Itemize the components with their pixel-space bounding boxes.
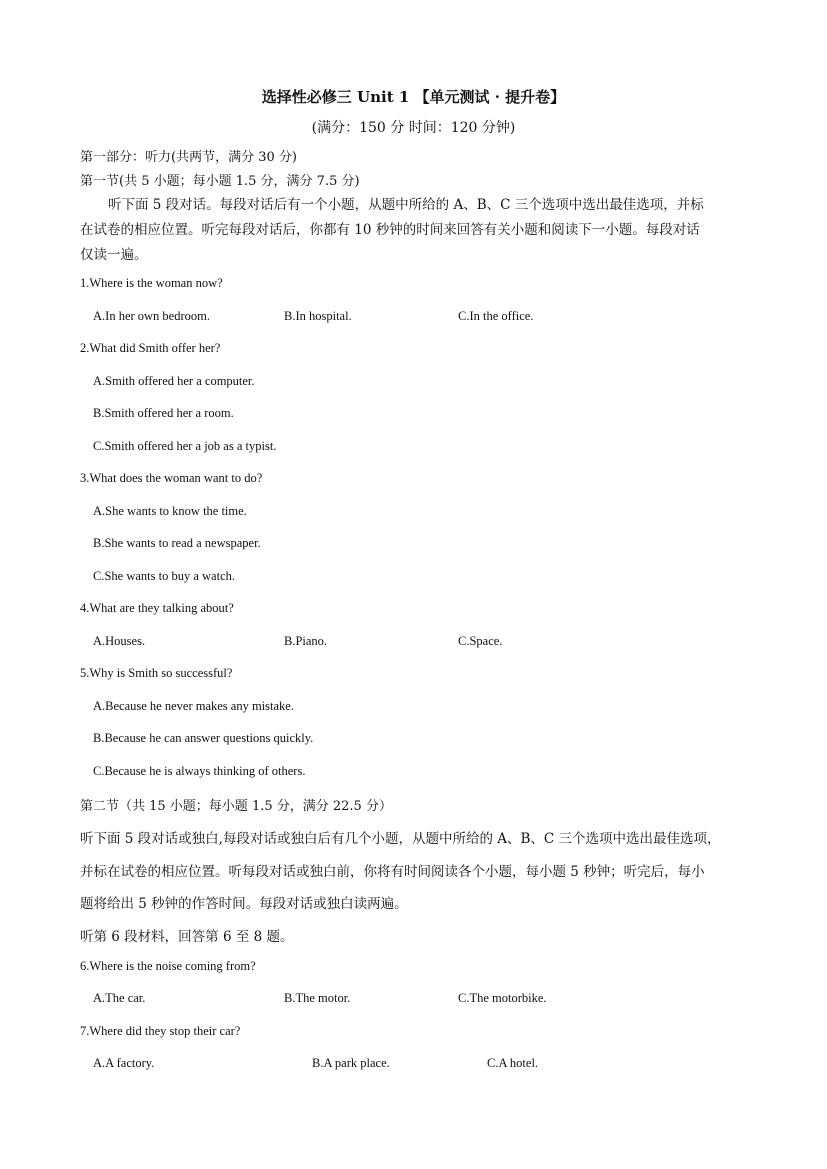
q1-option-c: C.In the office.	[458, 309, 534, 323]
section2-instruction-line: 听下面 5 段对话或独白,每段对话或独白后有几个小题，从题中所给的 A、B、C 三个选项中选出最佳选项，	[80, 831, 721, 847]
q4-option-b: B.Piano.	[284, 634, 328, 648]
q1-option-b: B.In hospital.	[284, 309, 352, 323]
q2-option-c: C.Smith offered her a job as a typist.	[93, 439, 277, 453]
question-1: 1.Where is the woman now?	[80, 276, 223, 290]
part1-heading: 第一部分：听力(共两节，满分 30 分)	[80, 150, 297, 165]
question-7: 7.Where did they stop their car?	[80, 1024, 241, 1038]
q6-option-b: B.The motor.	[284, 991, 351, 1005]
question-4: 4.What are they talking about?	[80, 601, 234, 615]
q5-option-b: B.Because he can answer questions quickly.	[93, 731, 314, 745]
q6-option-c: C.The motorbike.	[458, 991, 547, 1005]
q4-option-a: A.Houses.	[93, 634, 146, 648]
q7-option-a: A.A factory.	[93, 1056, 155, 1070]
section2-instruction-line: 并标在试卷的相应位置。听每段对话或独白前，你将有时间阅读各个小题，每小题 5 秒钟；听完后，每小	[80, 864, 705, 880]
question-5: 5.Why is Smith so successful?	[80, 666, 233, 680]
instruction-line: 仅读一遍。	[80, 247, 148, 263]
q3-option-b: B.She wants to read a newspaper.	[93, 536, 261, 550]
question-3: 3.What does the woman want to do?	[80, 471, 263, 485]
q3-option-a: A.She wants to know the time.	[93, 504, 247, 518]
q6-option-a: A.The car.	[93, 991, 146, 1005]
q1-option-a: A.In her own bedroom.	[93, 309, 210, 323]
score-time-info: (满分：150 分 时间：120 分钟)	[311, 120, 516, 136]
instruction-line: 在试卷的相应位置。听完每段对话后，你都有 10 秒钟的时间来回答有关小题和阅读下一小题。每段对话	[80, 222, 700, 238]
section2-instruction-line: 题将给出 5 秒钟的作答时间。每段对话或独白读两遍。	[80, 896, 408, 912]
instruction-line: 听下面 5 段对话。每段对话后有一个小题，从题中所给的 A、B、C 三个选项中选出最佳选项，并标	[108, 197, 704, 213]
question-2: 2.What did Smith offer her?	[80, 341, 221, 355]
q4-option-c: C.Space.	[458, 634, 503, 648]
question-6: 6.Where is the noise coming from?	[80, 959, 256, 973]
q5-option-a: A.Because he never makes any mistake.	[93, 699, 294, 713]
q3-option-c: C.She wants to buy a watch.	[93, 569, 235, 583]
q5-option-c: C.Because he is always thinking of others.	[93, 764, 306, 778]
section1-heading: 第一节(共 5 小题；每小题 1.5 分，满分 7.5 分)	[80, 174, 360, 189]
section2-heading: 第二节（共 15 小题；每小题 1.5 分，满分 22.5 分）	[80, 799, 392, 814]
q7-option-b: B.A park place.	[312, 1056, 390, 1070]
material-6-instruction: 听第 6 段材料，回答第 6 至 8 题。	[80, 929, 294, 945]
q7-option-c: C.A hotel.	[487, 1056, 539, 1070]
q2-option-b: B.Smith offered her a room.	[93, 406, 234, 420]
q2-option-a: A.Smith offered her a computer.	[93, 374, 255, 388]
page-title: 选择性必修三 Unit 1 【单元测试 · 提升卷】	[261, 88, 566, 106]
